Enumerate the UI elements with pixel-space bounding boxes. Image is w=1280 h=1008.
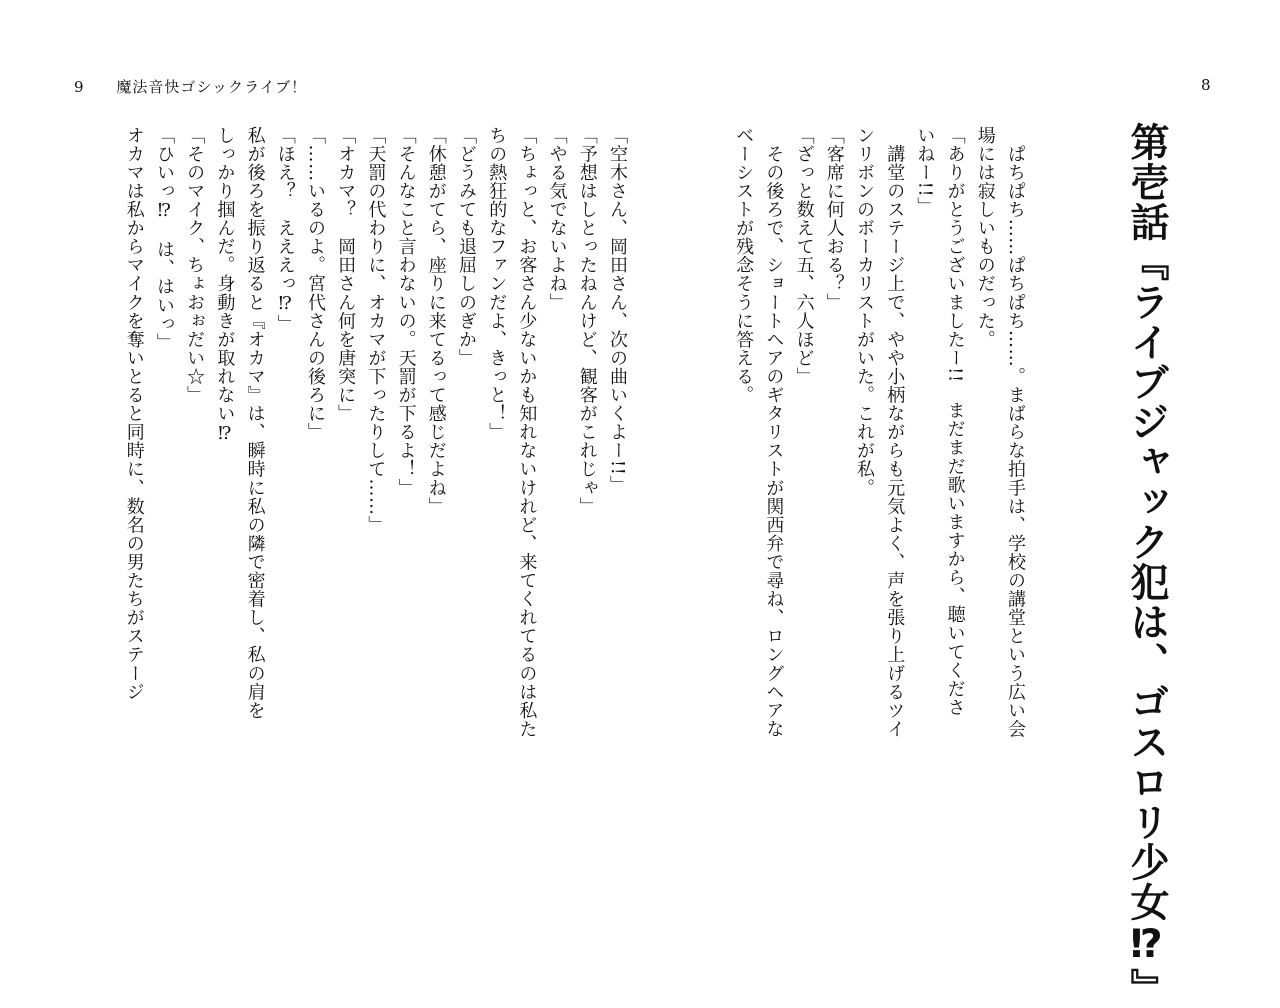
left-page-body-text: 「空木さん、岡田さん、次の曲いくよー!!」 「予想はしとったねんけど、観客がこれじゃ」 「やる気でないよね」 「ちょっと、お客さん少ないかも知れないけれど、来てくれてるのは私た ちの熱狂的なファンだよ、きっと！」 「どうみても退屈しのぎか」 「休憩がてら、座りに来てるって感じだよね」 「そんなこと言わないの。天罰が下るよ！」 「天罰の代わりに、オカマが下ったりして……」 「オカマ？ 岡田さん何を唐突に」 「……いるのよ。宮代さんの後ろに」 「ほえ？ えええっ⁉」 私が後ろを振り返ると『オカマ』は、瞬時に私の隣で密着し、私の肩を しっかり掴んだ。身動きが取れない⁉ 「そのマイク、ちょおぉだい☆」 「ひいっ⁉ は、はいっ」 オカマは私からマイクを奪いとると同時に、数名の男たちがステージ (123, 126, 628, 739)
running-title: 魔法音快ゴシックライブ！ (116, 78, 308, 96)
right-page-header (1201, 76, 1212, 94)
page-number-right: 8 (1201, 76, 1212, 94)
chapter-title: 第壱話『ライブジャック犯は、ゴスロリ少女⁉』 (1124, 122, 1169, 1008)
left-page-header (74, 76, 307, 97)
right-page-body-text: ぱちぱち……ぱちぱち……。まばらな拍手は、学校の講堂という広い会 場には寂しいものだった。 「ありがとうございましたー!! まだまだ歌いますから、聴いてくださ いねー!!」 講堂のステージ上で、やや小柄ながらも元気よく、声を張り上げるツイ ンリボンのボーカリストがいた。これが私。 「客席に何人おる？」 「ざっと数えて五、六人ほど」 その後ろで、ショートヘアのギタリストが関西弁で尋ね、ロングヘアな ベーシストが残念そうに答える。 (733, 126, 1026, 739)
page-number-left: 9 (74, 78, 85, 96)
left-page (0, 0, 640, 902)
right-page (640, 0, 1280, 1008)
